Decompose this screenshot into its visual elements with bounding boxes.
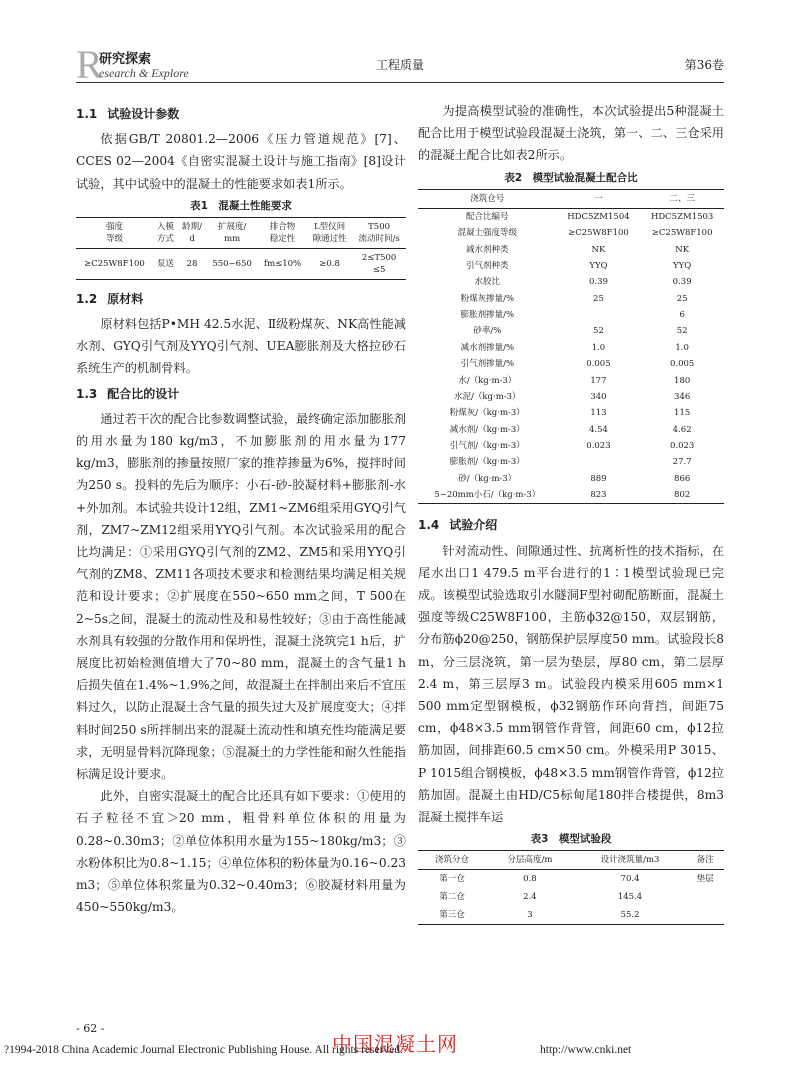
paragraph-1-3-b: 此外，自密实混凝土的配合比还具有如下要求：①使用的石子粒径不宜＞20 mm，粗骨料单位体积的用量为0.28~0.30m3；②单位体积用水量为155~180kg/m3；③水粉体积比为0.8~1.15；④单位体积的粉体量为0.16~0.23 m3；⑤单位体积浆量为0.32~0.40m3；⑥胶凝材料用量为450~550kg/m3。: [76, 789, 406, 915]
table3-cell: 70.4: [620, 874, 640, 885]
table2-row: [418, 389, 724, 405]
right-column: [418, 100, 724, 925]
table1-title: 表1 混凝土性能要求: [190, 199, 292, 212]
table1-cell: ≥C25W8F100: [76, 248, 153, 279]
table3: [418, 850, 724, 925]
table1: [76, 217, 406, 280]
journal-section-cn: 研究探索: [99, 52, 152, 67]
table2-cell: YYQ: [673, 260, 692, 271]
table3-cell: 垫层: [696, 874, 714, 885]
table2-cell: HDC5ZM1504: [567, 211, 630, 222]
table2-cell: 水胶比: [474, 277, 501, 288]
table2-row: [418, 208, 724, 225]
journal-section-en: esearch & Explore: [99, 66, 189, 80]
table2-row: [418, 372, 724, 388]
table2-cell: 膨胀剂掺量/%: [460, 310, 515, 321]
copyright-notice: ?1994-2018 China Academic Journal Electronic Publishing House. All rights reserved.: [4, 1044, 403, 1056]
table2-cell: 水/（kg·m-3）: [458, 375, 517, 386]
table1-header-cell: 强度 等级: [76, 217, 153, 248]
table2-cell: 1.0: [675, 342, 689, 353]
table2-cell: 0.005: [586, 359, 611, 370]
page-number: - 62 -: [76, 1022, 105, 1035]
table2-cell: 引气剂/（kg·m-3）: [449, 441, 525, 452]
left-column: [76, 100, 406, 919]
table2-cell: 25: [676, 293, 688, 304]
table1-cell: 泵送: [153, 248, 178, 279]
table2-row: [418, 356, 724, 372]
table2-cell: 6: [679, 310, 685, 321]
table3-cell: [686, 906, 724, 925]
table2-cell: 减水剂种类: [466, 244, 509, 255]
table2-header-cell: 一: [557, 189, 641, 208]
table2-cell: 4.54: [588, 424, 608, 435]
table1-cell: 550~650: [206, 248, 258, 279]
table2-cell: 177: [590, 375, 607, 386]
paragraph-intro: 为提高模型试验的准确性，本次试验提出5种混凝土配合比用于模型试验段混凝土浇筑，第一、二、三仓采用的混凝土配合比如表2所示。: [418, 104, 724, 163]
table2-cell: ≥C25W8F100: [568, 228, 629, 239]
table2-cell: 180: [674, 375, 691, 386]
table2-cell: 5~20mm小石/（kg·m-3）: [418, 487, 557, 504]
table3-cell: 3: [486, 906, 574, 925]
table2-cell: 0.005: [669, 359, 695, 370]
table3-row: [418, 906, 724, 925]
table2-row: [418, 290, 724, 306]
table2-cell: 340: [590, 391, 607, 402]
table3-title: 表3 模型试验段: [530, 833, 612, 846]
table3-cell: 第三仓: [418, 906, 486, 925]
table3-header-cell: 备注: [686, 851, 724, 870]
table2-row: [418, 323, 724, 339]
section-heading-1-4: 1.4 试验介绍: [418, 518, 498, 533]
section-heading-1-2: 1.2 原材料: [76, 291, 144, 306]
cnki-link[interactable]: http://www.cnki.net: [540, 1044, 632, 1056]
table2-cell: 823: [557, 487, 641, 504]
table2-header-cell: 浇筑仓号: [418, 189, 557, 208]
table3-header-cell: 分层高度/m: [486, 851, 574, 870]
section-heading-1-1: 1.1 试验设计参数: [76, 107, 180, 121]
table1-cell: ≥0.8: [307, 248, 352, 279]
table2-cell: 113: [590, 408, 607, 419]
journal-title: 工程质量: [375, 58, 424, 72]
table2-title: 表2 模型试验混凝土配合比: [504, 171, 638, 184]
table1-cell: fm≤10%: [258, 248, 307, 279]
paragraph-1-3-a: 通过若干次的配合比参数调整试验，最终确定添加膨胀剂的用水量为180 kg/m3，不加膨胀剂的用水量为177 kg/m3，膨胀剂的掺量按照厂家的推荐掺量为6%，搅拌时间为250 s。投料的先后为顺序：小石-砂-胶凝材料+膨胀剂-水+外加剂。本试验共设计12组，ZM1~ZM6组采用GYQ引气剂，ZM7~ZM12组采用YYQ引气剂。本次试验采用的配合比均满足：①采用GYQ引气剂的ZM2、ZM5和采用YYQ引气剂的ZM8、ZM11各项技术要求和检测结果均满足相关规范和设计要求；②扩展度在550~650 mm之间，T 500在2~5s之间，混凝土的流动性及和易性较好；③由于高性能减水剂具有较强的分散作用和保坍性，混凝土浇筑完1 h后，扩展度比初始检测值增大了70~80 mm，混凝土的含气量1 h后损失值在1.4%~1.9%之间，故混凝土在拌制出来后不宜压料过久，以防止混凝土含气量的损失过大及扩展度变大；④拌料时间250 s所拌制出来的混凝土流动性和填充性均能满足要求，无明显骨料沉降现象；⑤混凝土的力学性能和耐久性能指标满足设计要求。: [76, 411, 406, 782]
table2-row: [418, 307, 724, 323]
table1-header-cell: 入模 方式: [153, 217, 178, 248]
table3-cell: 0.8: [523, 874, 537, 885]
table2-cell: 砂/（kg·m-3）: [458, 473, 517, 484]
table3-cell: 145.4: [617, 892, 643, 903]
table1-header-cell: 排合物 稳定性: [258, 217, 307, 248]
table2-row: [418, 274, 724, 290]
table2-cell: 水泥/（kg·m-3）: [454, 391, 521, 402]
table2-cell: 27.7: [672, 457, 692, 468]
table2-cell: 配合比编号: [466, 211, 509, 222]
table2-row: [418, 471, 724, 487]
table2-cell: 引气剂掺量/%: [460, 359, 515, 370]
journal-logo-letter: R: [76, 42, 103, 87]
table2-cell: 25: [593, 293, 604, 304]
table2-row: [418, 421, 724, 437]
table2-cell: 52: [593, 326, 604, 337]
table2-row: [418, 405, 724, 421]
table2-cell: 0.39: [672, 277, 692, 288]
table3-cell: 55.2: [574, 906, 687, 925]
table2-row: [418, 241, 724, 257]
table2-cell: 0.023: [669, 441, 695, 452]
table2-cell: 膨胀剂/（kg·m-3）: [449, 457, 525, 468]
table2-cell: 115: [674, 408, 691, 419]
table2-row: [418, 340, 724, 356]
table2-cell: 减水剂/（kg·m-3）: [449, 424, 525, 435]
table2-row: [418, 487, 724, 504]
table3-row: [418, 870, 724, 889]
table2-cell: YYQ: [589, 260, 608, 271]
table2-cell: 802: [640, 487, 724, 504]
table1-cell: 2≤T500 ≤5: [352, 248, 406, 279]
section-heading-1-3: 1.3 配合比的设计: [76, 386, 180, 401]
watermark-text: 中国混凝土网: [332, 1032, 458, 1056]
table3-header-cell: 设计浇筑量/m3: [574, 851, 687, 870]
header-divider: [76, 82, 724, 83]
table2-cell: 减水剂掺量/%: [460, 342, 515, 353]
table1-header-cell: 龄期/ d: [178, 217, 206, 248]
table2-cell: 砂率/%: [473, 326, 502, 337]
table3-cell: 2.4: [523, 892, 537, 903]
paragraph-1-1: 依据GB/T 20801.2—2006《压力管道规范》[7]、CCES 02—2004《自密实混凝土设计与施工指南》[8]设计试验，其中试验中的混凝土的性能要求如表1所示。: [76, 132, 406, 191]
table2-row: [418, 438, 724, 454]
table2-cell: HDC5ZM1503: [650, 211, 714, 222]
table2-cell: NK: [591, 244, 606, 255]
table2-cell: 52: [676, 326, 688, 337]
table2-row: [418, 258, 724, 274]
table2-cell: 粉煤灰/（kg·m-3）: [449, 408, 525, 419]
table2-row: [418, 454, 724, 470]
volume-label: 第36卷: [684, 58, 724, 72]
table2-header-cell: 二、三: [640, 189, 724, 208]
table2-cell: 346: [674, 391, 691, 402]
table3-header-cell: 浇筑分仓: [418, 851, 486, 870]
table2-cell: 4.62: [672, 424, 692, 435]
table2-cell: 889: [590, 473, 607, 484]
table2-cell: 866: [674, 473, 691, 484]
table2-row: [418, 225, 724, 241]
table2-cell: 引气剂种类: [466, 260, 509, 271]
paragraph-1-2: 原材料包括P•MH 42.5水泥、Ⅱ级粉煤灰、NK高性能减水剂、GYQ引气剂及YYQ引气剂、UEA膨胀剂及大格拉砂石系统生产的机制骨料。: [76, 317, 406, 376]
table2-cell: 粉煤灰掺量/%: [460, 293, 515, 304]
table2-cell: NK: [675, 244, 690, 255]
table1-header-cell: 扩展度/ mm: [206, 217, 258, 248]
table2-cell: 0.39: [588, 277, 608, 288]
table2-cell: 1.0: [591, 342, 606, 353]
table3-cell: [686, 888, 724, 906]
table1-header-cell: L型仪间 隙通过性: [307, 217, 352, 248]
table2-cell: 0.023: [586, 441, 611, 452]
table2-cell: ≥C25W8F100: [651, 228, 713, 239]
paragraph-1-4: 针对流动性、间隙通过性、抗离析性的技术指标，在尾水出口1 479.5 m平台进行的1∶1模型试验现已完成。该模型试验选取引水隧洞F型衬砌配筋断面，混凝土强度等级C25W8F100，主筋ϕ32@150，双层钢筋，分布筋ϕ20@250，钢筋保护层厚度50 mm。试验段长8 m，分三层浇筑，第一层为垫层，厚80 cm，第二层厚2.4 m，第三层厚3 m。试验段内模采用605 mm×1 500 mm定型钢模板，ϕ32钢筋作环向背挡，间距75 cm，ϕ48×3.5 mm钢管作背管，间距60 cm，ϕ12拉筋加固，间排距60.5 cm×50 cm。外模采用P 3015、P 1015组合钢模板，ϕ48×3.5 mm钢管作背管，ϕ12拉筋加固。混凝土由HD/C5标甸尾180拌合楼提供，8m3混凝土搅拌车运: [418, 543, 724, 824]
table2-cell: [557, 454, 641, 470]
table1-cell: 28: [178, 248, 206, 279]
table2-cell: [557, 307, 641, 323]
table2-cell: 混凝土强度等级: [457, 228, 518, 239]
table3-row: [418, 888, 724, 906]
table2: [418, 189, 724, 505]
table1-header-cell: T500 流动时间/s: [352, 217, 406, 248]
table3-cell: 第一仓: [439, 874, 465, 885]
table3-cell: 第二仓: [439, 892, 465, 903]
